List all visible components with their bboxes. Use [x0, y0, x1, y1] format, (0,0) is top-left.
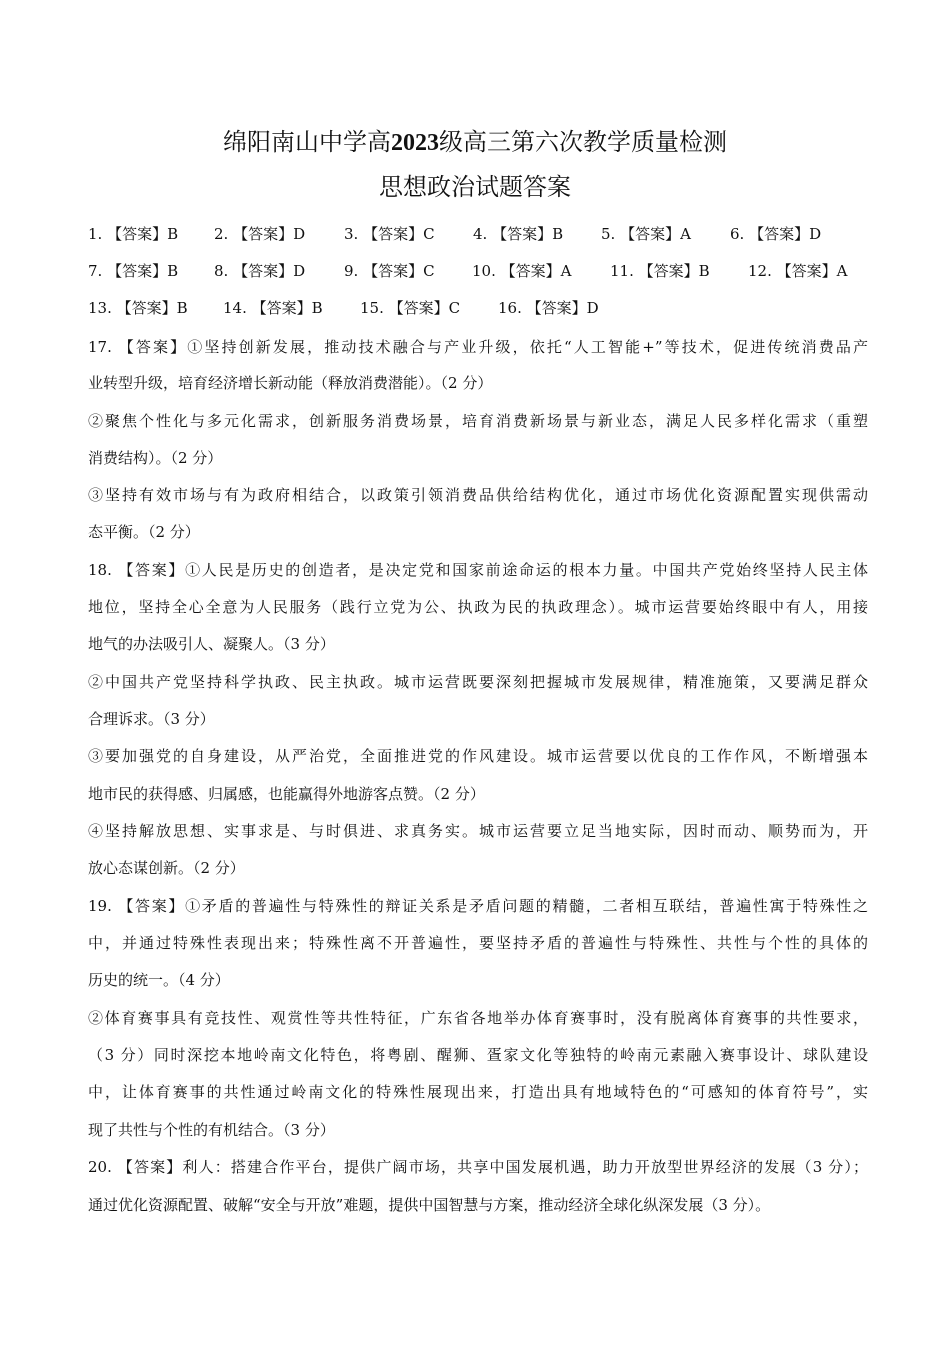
- choice-answer: 5. 【答案】A: [601, 225, 691, 243]
- choice-answer: 13. 【答案】B: [88, 299, 188, 317]
- choice-answer: 6. 【答案】D: [730, 225, 822, 243]
- answer-line: 地位，坚持全心全意为人民服务（践行立党为公、执政为民的执政理念）。城市运营要始终眼中有人，用接: [88, 598, 868, 616]
- answer-line: 中，让体育赛事的共性通过岭南文化的特殊性展现出来，打造出具有地域特色的“可感知的体育符号”，实: [88, 1083, 868, 1101]
- choice-answer: 1. 【答案】B: [88, 225, 179, 243]
- answer-line: 18. 【答案】①人民是历史的创造者，是决定党和国家前途命运的根本力量。中国共产党始终坚持人民主体: [88, 561, 868, 579]
- answer-line: ③坚持有效市场与有为政府相结合，以政策引领消费品供给结构优化，通过市场优化资源配置实现供需动: [88, 486, 868, 504]
- answer-line: 消费结构）。（2 分）: [88, 449, 223, 467]
- answer-line: 历史的统一。（4 分）: [88, 971, 230, 989]
- title-prefix: 绵阳南山中学高: [223, 128, 391, 156]
- choice-answer: 14. 【答案】B: [223, 299, 323, 317]
- answer-line: 现了共性与个性的有机结合。（3 分）: [88, 1121, 335, 1139]
- choice-answer: 2. 【答案】D: [214, 225, 306, 243]
- choice-answer: 11. 【答案】B: [610, 262, 710, 280]
- choice-answer: 12. 【答案】A: [748, 262, 848, 280]
- choice-answer: 10. 【答案】A: [472, 262, 572, 280]
- answer-line: 放心态谋创新。（2 分）: [88, 859, 245, 877]
- choice-answer: 4. 【答案】B: [473, 225, 564, 243]
- title-year: 2023: [391, 130, 439, 156]
- answer-line: 通过优化资源配置、破解“安全与开放”难题，提供中国智慧与方案，推动经济全球化纵深发展（3 分）。: [88, 1196, 771, 1214]
- title-suffix: 级高三第六次教学质量检测: [439, 128, 727, 156]
- choice-answer: 9. 【答案】C: [344, 262, 435, 280]
- answer-line: 19. 【答案】①矛盾的普遍性与特殊性的辩证关系是矛盾问题的精髓，二者相互联结，普遍性寓于特殊性之: [88, 897, 868, 915]
- answer-line: 合理诉求。（3 分）: [88, 710, 215, 728]
- answer-line: 业转型升级，培育经济增长新动能（释放消费潜能）。（2 分）: [88, 374, 493, 392]
- answer-line: 20. 【答案】利人：搭建合作平台，提供广阔市场，共享中国发展机遇，助力开放型世界经济的发展（3 分）；: [88, 1158, 868, 1176]
- choice-answer: 3. 【答案】C: [344, 225, 435, 243]
- answer-line: ②体育赛事具有竞技性、观赏性等共性特征，广东省各地举办体育赛事时，没有脱离体育赛事的共性要求，: [88, 1009, 868, 1027]
- answer-line: ④坚持解放思想、实事求是、与时俱进、求真务实。城市运营要立足当地实际，因时而动、顺势而为，开: [88, 822, 868, 840]
- page-title: [0, 127, 950, 158]
- answer-line: ②聚焦个性化与多元化需求，创新服务消费场景，培育消费新场景与新业态，满足人民多样化需求（重塑: [88, 412, 868, 430]
- choice-answer: 16. 【答案】D: [498, 299, 599, 317]
- answer-line: ②中国共产党坚持科学执政、民主执政。城市运营既要深刻把握城市发展规律，精准施策，又要满足群众: [88, 673, 868, 691]
- answer-line: 地市民的获得感、归属感，也能赢得外地游客点赞。（2 分）: [88, 785, 485, 803]
- answer-line: 地气的办法吸引人、凝聚人。（3 分）: [88, 635, 335, 653]
- page-subtitle: 思想政治试题答案: [379, 173, 571, 201]
- choice-answer: 15. 【答案】C: [360, 299, 461, 317]
- answer-line: 态平衡。（2 分）: [88, 523, 200, 541]
- choice-answer: 7. 【答案】B: [88, 262, 179, 280]
- answer-line: （3 分）同时深挖本地岭南文化特色，将粤剧、醒狮、疍家文化等独特的岭南元素融入赛事设计、球队建设: [88, 1046, 868, 1064]
- answer-line: ③要加强党的自身建设，从严治党，全面推进党的作风建设。城市运营要以优良的工作作风，不断增强本: [88, 747, 868, 765]
- answer-line: 17. 【答案】①坚持创新发展，推动技术融合与产业升级，依托“人工智能+”等技术，促进传统消费品产: [88, 338, 868, 356]
- answer-line: 中，并通过特殊性表现出来；特殊性离不开普遍性，要坚持矛盾的普遍性与特殊性、共性与个性的具体的: [88, 934, 868, 952]
- choice-answer: 8. 【答案】D: [214, 262, 306, 280]
